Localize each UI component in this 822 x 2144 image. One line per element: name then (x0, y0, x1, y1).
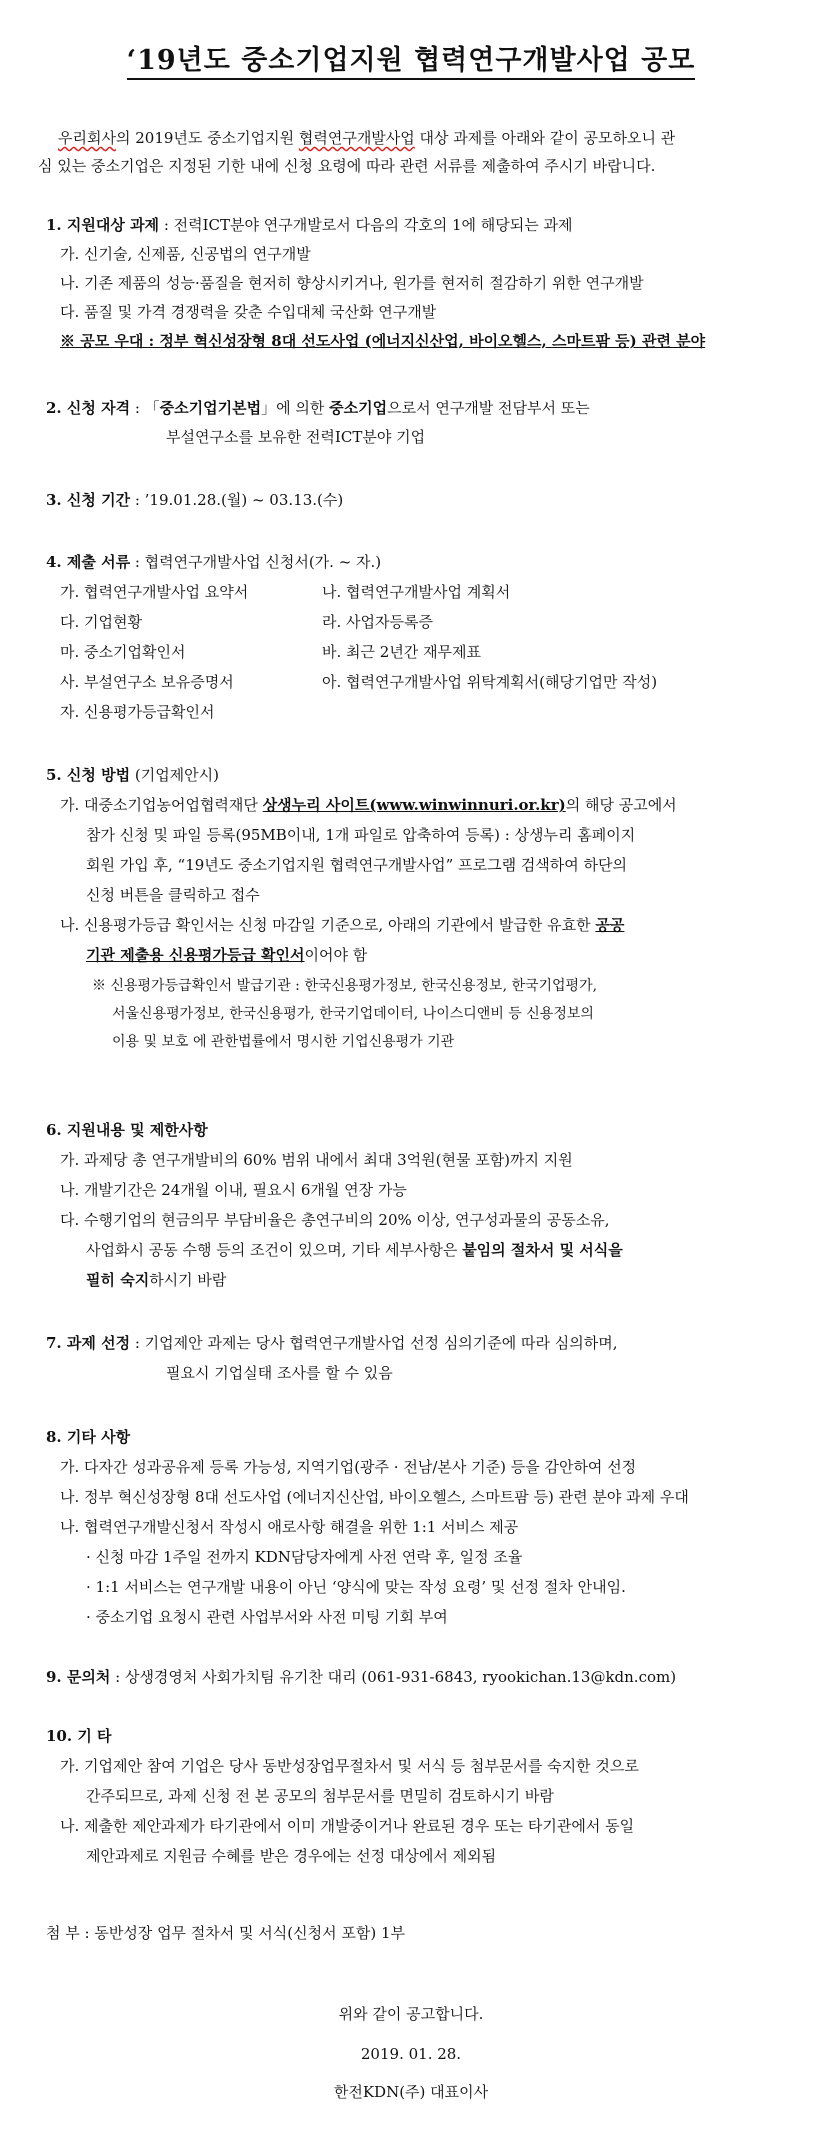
section-5-item-na-line-2: 기관 제출용 신용평가등급 확인서이어야 함 (86, 946, 368, 964)
section-1-preference-note: ※ 공모 우대 : 정부 혁신성장형 8대 선도사업 (에너지신산업, 바이오헬스, 스마트팜 등) 관련 분야 (60, 332, 706, 350)
section-5-item-ga-line-3: 회원 가입 후, “19년도 중소기업지원 협력연구개발사업” 프로그램 검색하여 하단의 (86, 856, 628, 874)
section-8-bullet-2: · 1:1 서비스는 연구개발 내용이 아닌 ‘양식에 맞는 작성 요령’ 및 선정 절차 안내임. (86, 1578, 626, 1596)
section-2-line-2: 부설연구소를 보유한 전력ICT분야 기업 (166, 428, 426, 446)
intro-line-1: 우리회사의 2019년도 중소기업지원 협력연구개발사업 대상 과제를 아래와 같이 공모하오니 관 (58, 129, 676, 147)
section-4-doc-ra: 라. 사업자등록증 (322, 613, 433, 631)
section-3-heading: 3. 신청 기간 : ’19.01.28.(월) ~ 03.13.(수) (46, 491, 344, 509)
section-5-item-na-line-1: 나. 신용평가등급 확인서는 신청 마감일 기준으로, 아래의 기관에서 발급한 유효한 공공 (60, 916, 625, 934)
attachment-note: 첨 부 : 동반성장 업무 절차서 및 서식(신청서 포함) 1부 (46, 1924, 406, 1942)
section-4-doc-ga: 가. 협력연구개발사업 요약서 (60, 583, 249, 601)
section-4-doc-ma: 마. 중소기업확인서 (60, 643, 186, 661)
section-4-doc-ja: 자. 신용평가등급확인서 (60, 703, 215, 721)
section-8-heading: 8. 기타 사항 (46, 1428, 131, 1446)
section-5-note-line-3: 이용 및 보호 에 관한법률에서 명시한 기업신용평가 기관 (112, 1034, 455, 1050)
section-1-item-ga: 가. 신기술, 신제품, 신공법의 연구개발 (60, 245, 311, 263)
section-2-heading: 2. 신청 자격 : 「중소기업기본법」에 의한 중소기업으로서 연구개발 전담부서 또는 (46, 399, 590, 417)
section-5-heading: 5. 신청 방법 (기업제안시) (46, 766, 220, 784)
section-5-note-line-1: ※ 신용평가등급확인서 발급기관 : 한국신용평가정보, 한국신용정보, 한국기업평가, (92, 978, 598, 994)
section-6-item-na: 나. 개발기간은 24개월 이내, 필요시 6개월 연장 가능 (60, 1181, 407, 1199)
section-6-item-ga: 가. 과제당 총 연구개발비의 60% 범위 내에서 최대 3억원(현물 포함)까지 지원 (60, 1151, 573, 1169)
section-10-item-na-line-2: 제안과제로 지원금 수혜를 받은 경우에는 선정 대상에서 제외됨 (86, 1847, 497, 1865)
section-8-bullet-1: · 신청 마감 1주일 전까지 KDN담당자에게 사전 연락 후, 일정 조율 (86, 1548, 523, 1566)
section-1-heading: 1. 지원대상 과제 : 전력ICT분야 연구개발로서 다음의 각호의 1에 해당되는 과제 (46, 216, 573, 234)
section-9-contact: 9. 문의처 : 상생경영처 사회가치팀 유기찬 대리 (061-931-6843, ryookichan.13@kdn.com) (46, 1668, 677, 1686)
section-8-item-na-2: 나. 협력연구개발신청서 작성시 애로사항 해결을 위한 1:1 서비스 제공 (60, 1518, 519, 1536)
section-10-item-na-line-1: 나. 제출한 제안과제가 타기관에서 이미 개발중이거나 완료된 경우 또는 타기관에서 동일 (60, 1817, 635, 1835)
section-4-heading: 4. 제출 서류 : 협력연구개발사업 신청서(가. ~ 자.) (46, 553, 382, 571)
section-7-line-2: 필요시 기업실태 조사를 할 수 있음 (166, 1364, 393, 1382)
section-7-heading: 7. 과제 선정 : 기업제안 과제는 당사 협력연구개발사업 선정 심의기준에 따라 심의하며, (46, 1334, 618, 1352)
section-4-doc-ba: 바. 최근 2년간 재무제표 (322, 643, 482, 661)
section-5-note-line-2: 서울신용평가정보, 한국신용평가, 한국기업데이터, 나이스디앤비 등 신용정보의 (112, 1006, 594, 1022)
section-5-item-ga-line-1: 가. 대중소기업농어업협력재단 상생누리 사이트(www.winwinnuri.or.kr)의 해당 공고에서 (60, 796, 677, 814)
winwinnuri-site-link[interactable]: 상생누리 사이트(www.winwinnuri.or.kr) (262, 796, 566, 814)
section-6-item-da-line-2: 사업화시 공동 수행 등의 조건이 있으며, 기타 세부사항은 붙임의 절차서 및 서식을 (86, 1241, 623, 1259)
section-4-doc-da: 다. 기업현황 (60, 613, 142, 631)
intro-line-2: 심 있는 중소기업은 지정된 기한 내에 신청 요령에 따라 관련 서류를 제출하여 주시기 바랍니다. (38, 157, 656, 175)
section-1-item-da: 다. 품질 및 가격 경쟁력을 갖춘 수입대체 국산화 연구개발 (60, 303, 437, 321)
closing-date: 2019. 01. 28. (360, 2045, 462, 2063)
section-4-doc-sa: 사. 부설연구소 보유증명서 (60, 673, 234, 691)
section-10-item-ga-line-1: 가. 기업제안 참여 기업은 당사 동반성장업무절차서 및 서식 등 첨부문서를 숙지한 것으로 (60, 1757, 639, 1775)
section-5-item-ga-line-4: 신청 버튼을 클릭하고 접수 (86, 886, 260, 904)
section-4-doc-na: 나. 협력연구개발사업 계획서 (322, 583, 511, 601)
section-8-item-ga: 가. 다자간 성과공유제 등록 가능성, 지역기업(광주 · 전남/본사 기준) 등을 감안하여 선정 (60, 1458, 637, 1476)
page-title: ‘19년도 중소기업지원 협력연구개발사업 공모 (0, 38, 822, 77)
section-4-doc-a: 아. 협력연구개발사업 위탁계획서(해당기업만 작성) (322, 673, 658, 691)
section-10-item-ga-line-2: 간주되므로, 과제 신청 전 본 공모의 첨부문서를 면밀히 검토하시기 바람 (86, 1787, 554, 1805)
section-5-item-ga-line-2: 참가 신청 및 파일 등록(95MB이내, 1개 파일로 압축하여 등록) : 상생누리 홈페이지 (86, 826, 636, 844)
closing-issuer: 한전KDN(주) 대표이사 (333, 2083, 489, 2101)
section-8-bullet-3: · 중소기업 요청시 관련 사업부서와 사전 미팅 기회 부여 (86, 1608, 448, 1626)
section-6-item-da-line-3: 필히 숙지하시기 바람 (86, 1271, 227, 1289)
section-8-item-na-1: 나. 정부 혁신성장형 8대 선도사업 (에너지신산업, 바이오헬스, 스마트팜 등) 관련 분야 과제 우대 (60, 1488, 689, 1506)
section-6-heading: 6. 지원내용 및 제한사항 (46, 1121, 208, 1139)
closing-notice: 위와 같이 공고합니다. (338, 2005, 484, 2023)
section-10-heading: 10. 기 타 (46, 1727, 112, 1745)
section-6-item-da-line-1: 다. 수행기업의 현금의무 부담비율은 총연구비의 20% 이상, 연구성과물의 공동소유, (60, 1211, 610, 1229)
section-1-item-na: 나. 기존 제품의 성능·품질을 현저히 향상시키거나, 원가를 현저히 절감하기 위한 연구개발 (60, 274, 644, 292)
